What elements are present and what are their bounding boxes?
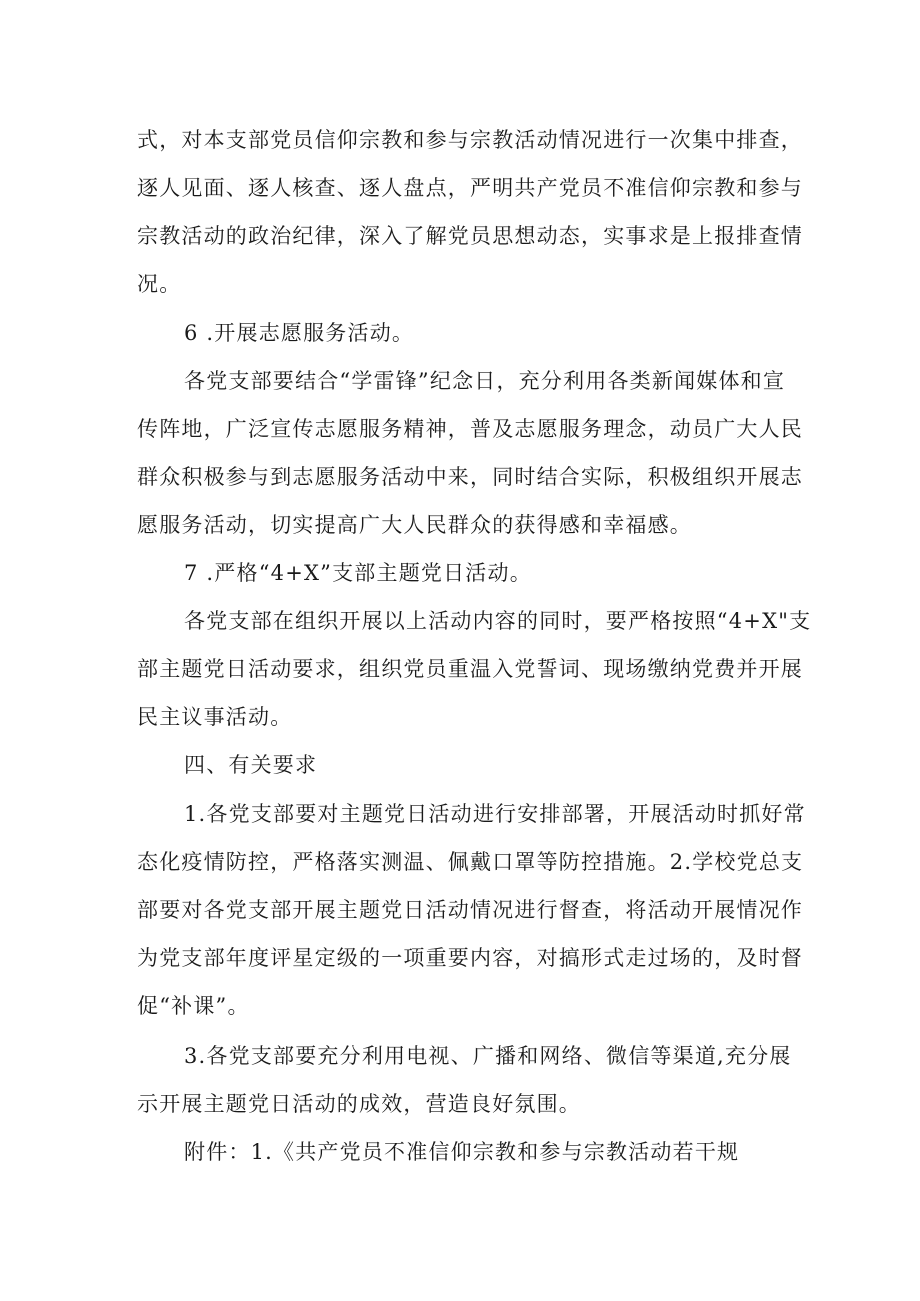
paragraph-line: 各党支部在组织开展以上活动内容的同时，要严格按照“4+X"支 bbox=[184, 609, 812, 633]
paragraph-line: 宗教活动的政治纪律，深入了解党员思想动态，实事求是上报排查情 bbox=[137, 224, 803, 248]
paragraph-line: 促“补课”。 bbox=[137, 994, 250, 1018]
paragraph-line: 为党支部年度评星定级的一项重要内容，对搞形式走过场的，及时督 bbox=[137, 946, 803, 970]
paragraph-line: 愿服务活动，切实提高广大人民群众的获得感和幸福感。 bbox=[137, 513, 692, 537]
paragraph-line: 示开展主题党日活动的成效，营造良好氛围。 bbox=[137, 1092, 581, 1116]
section-heading: 四、有关要求 bbox=[184, 753, 318, 777]
paragraph-line: 逐人见面、逐人核查、逐人盘点，严明共产党员不准信仰宗教和参与 bbox=[137, 176, 803, 200]
paragraph-line: 况。 bbox=[137, 272, 182, 296]
paragraph-line: 态化疫情防控，严格落实测温、佩戴口罩等防控措施。2.学校党总支 bbox=[137, 850, 804, 874]
section-heading: 6 .开展志愿服务活动。 bbox=[184, 321, 415, 345]
paragraph-line: 群众积极参与到志愿服务活动中来，同时结合实际，积极组织开展志 bbox=[137, 465, 803, 489]
paragraph-line: 1.各党支部要对主题党日活动进行安排部署，开展活动时抓好常 bbox=[184, 802, 806, 826]
paragraph-line: 传阵地，广泛宣传志愿服务精神，普及志愿服务理念，动员广大人民 bbox=[137, 417, 803, 441]
attachment-line: 附件：1.《共产党员不准信仰宗教和参与宗教活动若干规 bbox=[184, 1140, 740, 1164]
paragraph-line: 式，对本支部党员信仰宗教和参与宗教活动情况进行一次集中排查， bbox=[137, 128, 803, 152]
paragraph-line: 部主题党日活动要求，组织党员重温入党誓词、现场缴纳党费并开展 bbox=[137, 657, 803, 681]
paragraph-line: 民主议事活动。 bbox=[137, 705, 293, 729]
paragraph-line: 部要对各党支部开展主题党日活动情况进行督查，将活动开展情况作 bbox=[137, 898, 803, 922]
paragraph-line: 3.各党支部要充分利用电视、广播和网络、微信等渠道,充分展 bbox=[184, 1044, 792, 1068]
section-heading: 7 .严格“4+X”支部主题党日活动。 bbox=[184, 561, 532, 585]
paragraph-line: 各党支部要结合“学雷锋”纪念日，充分利用各类新闻媒体和宣 bbox=[184, 369, 786, 393]
